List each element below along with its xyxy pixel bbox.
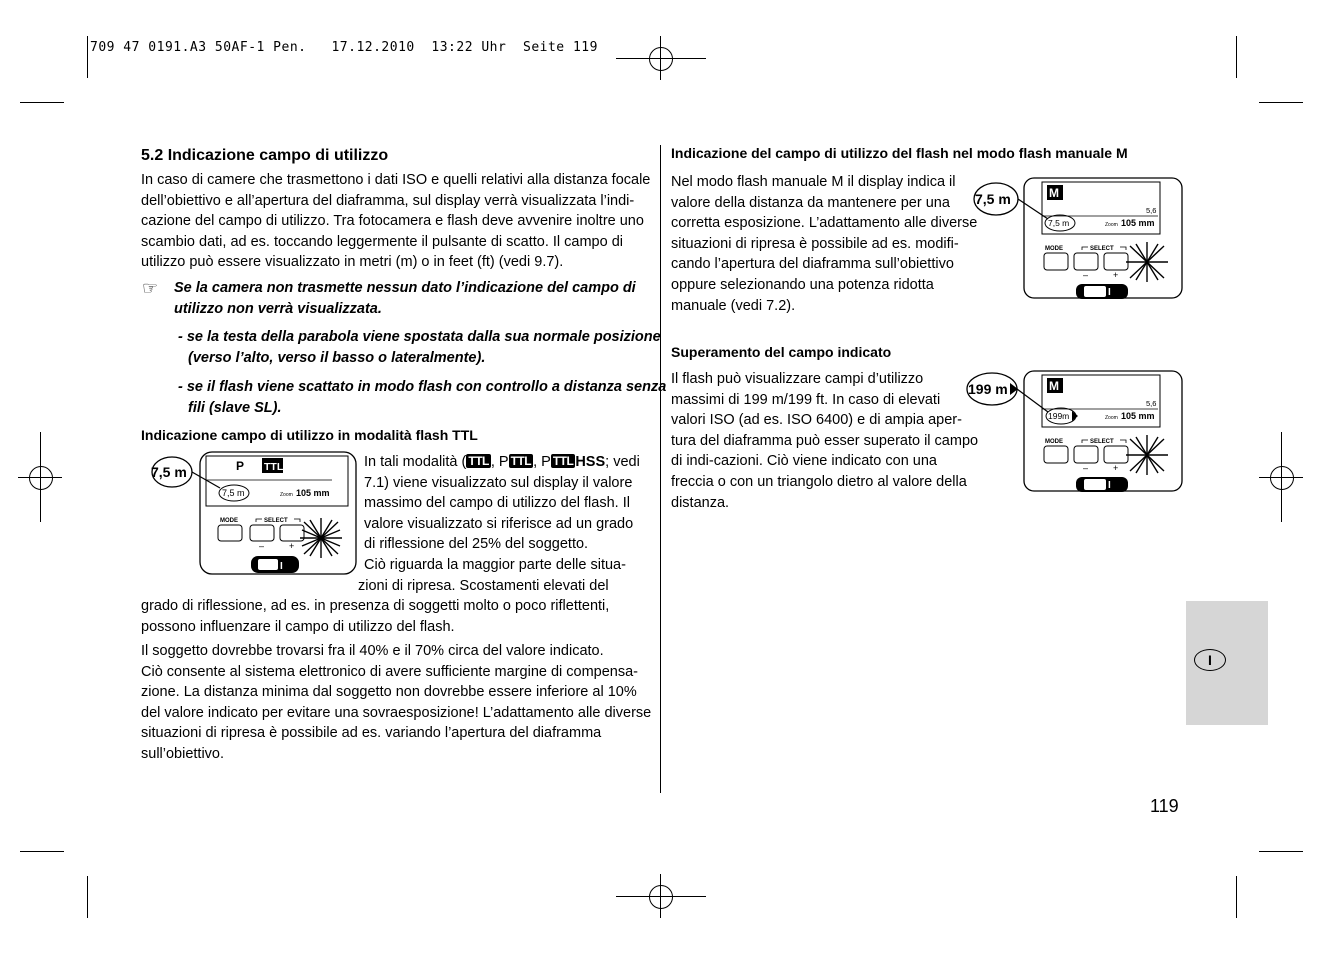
page-number: 119 — [1150, 796, 1179, 816]
crop-mark — [1236, 36, 1237, 78]
note-text: Se la camera non trasmette nessun dato l’indicazione del campo di utilizzo non verrà visualizzata. — [174, 280, 636, 317]
zoom-label: Zoom — [1105, 222, 1118, 228]
print-slug: 709 47 0191.A3 50AF-1 Pen. 17.12.2010 13:22 Uhr Seite 119 — [90, 40, 598, 55]
ttl-badge: TTL — [468, 454, 489, 468]
select-label: SELECT — [1090, 439, 1114, 445]
crop-mark — [20, 851, 64, 852]
flash-burst-icon — [300, 518, 342, 558]
svg-text:+: + — [1113, 270, 1119, 280]
manual-paragraph: Nel modo flash manuale M il display indica il valore della distanza da mantenere per una corretta esposizione. L’adattamento alle diverse situazioni di ripresa è possibile ad es. modifi- cando l’apertura del diaframma sull’obiettivo oppure selezionando una potenza ridotta manuale (vedi 7.2). — [671, 174, 978, 314]
ttl-badge: TTL — [510, 454, 532, 468]
mode-button-label: MODE — [1045, 439, 1063, 445]
zoom-value: 105 mm — [296, 488, 330, 498]
zoom-value: 105 mm — [1121, 218, 1155, 228]
svg-text:–: – — [1083, 270, 1089, 280]
crop-mark — [20, 102, 64, 103]
svg-text:I: I — [1108, 480, 1111, 491]
crop-mark — [87, 876, 88, 918]
flash-display-figure-ttl — [138, 450, 360, 578]
mode-button — [1044, 253, 1068, 270]
overrange-paragraph: Il flash può visualizzare campi d’utilizzo massimi di 199 m/199 ft. In caso di elevati valori ISO (ad es. ISO 6400) e di ampia aper- tura del diaframma può esser superato il campo di indi-cazioni. Ciò viene indicato con una freccia o con un triangolo dietro al valore della distanza. — [671, 371, 979, 511]
select-label: SELECT — [1090, 246, 1114, 252]
select-label: SELECT — [264, 518, 288, 524]
distance-paragraph: Il soggetto dovrebbe trovarsi fra il 40% e il 70% circa del valore indicato. Ciò consente al sistema elettronico di avere sufficiente margine di compensa- zione. La distanza minima dal soggetto non dovrebbe essere inferiore al 10% del valore indicato per evitare una sovraesposizione! L’adattamento alle diverse situazioni di ripresa è possibile ad es. variando l’apertura del diaframma sull’obiettivo. — [141, 643, 652, 762]
minus-button — [1074, 253, 1098, 270]
zoom-value: 105 mm — [1121, 411, 1155, 421]
registration-mark — [1259, 432, 1303, 522]
plus-button — [1104, 446, 1128, 463]
mode-label: P — [236, 459, 245, 473]
note-bullet: - se la testa della parabola viene spostata dalla sua normale posizione (verso l’alto, verso il basso o lateralmente). — [178, 329, 661, 366]
reflection-paragraph: grado di riflessione, ad es. in presenza di soggetti molto o poco riflettenti, possono influenzare il campo di utilizzo del flash. — [141, 598, 610, 635]
flash-display-figure-manual — [962, 174, 1186, 302]
subheading-ttl: Indicazione campo di utilizzo in modalità flash TTL — [141, 427, 478, 443]
section-heading-manual: Indicazione del campo di utilizzo del flash nel modo flash manuale M — [671, 145, 1128, 161]
column-divider — [660, 145, 661, 793]
mode-label: M — [1049, 379, 1059, 393]
mode-button — [1044, 446, 1068, 463]
overrange-callout: 199 m — [968, 381, 1008, 397]
ttl-badge: TTL — [552, 454, 574, 468]
svg-text:+: + — [1113, 463, 1119, 473]
distance-readout: 7,5 m — [1048, 218, 1070, 228]
distance-readout: 199m — [1048, 411, 1070, 421]
distance-callout: 7,5 m — [151, 464, 187, 480]
distance-readout: 7,5 m — [222, 488, 245, 498]
zoom-label: Zoom — [1105, 415, 1118, 421]
crop-mark — [1236, 876, 1237, 918]
language-tab-label: I — [1194, 649, 1226, 671]
registration-mark — [616, 874, 706, 918]
plus-button — [1104, 253, 1128, 270]
distance-callout: 7,5 m — [975, 191, 1011, 207]
flash-burst-icon — [1126, 435, 1168, 475]
svg-text:–: – — [259, 541, 265, 551]
svg-text:I: I — [1108, 287, 1111, 298]
mode-button-label: MODE — [1045, 246, 1063, 252]
intro-paragraph: In caso di camere che trasmettono i dati ISO e quelli relativi alla distanza focale dell’obiettivo e all’apertura del diaframma, sul display verrà visualizzata l’indi- cazione del campo di utilizzo. Tra fotocamera e flash deve avvenire inoltre uno scambio dati, ad es. toccando leggermente il pulsante di scatto. Il campo di utilizzo può essere visualizzato in metri (m) o in feet (ft) (vedi 9.7). — [141, 172, 651, 271]
ttl-paragraph: In tali modalità ( TTL , P TTL , P TTL HSS; vedi 7.1) viene visualizzato sul display il valore massimo del campo di utilizzo del flash. Il valore visualizzato si riferisce ad un grado di riflessione del 25% del soggetto. Ciò riguarda la maggior parte delle situa- zioni di ripresa. Scostamenti elevati del — [358, 454, 640, 594]
registration-mark — [616, 36, 706, 80]
minus-button — [250, 525, 274, 541]
crop-mark — [87, 36, 88, 78]
mode-button — [218, 525, 242, 541]
svg-text:I: I — [280, 561, 283, 572]
registration-mark — [18, 432, 62, 522]
zoom-label: Zoom — [280, 492, 293, 498]
mode-button-label: MODE — [220, 518, 238, 524]
section-heading: 5.2 Indicazione campo di utilizzo — [141, 147, 389, 164]
crop-mark — [1259, 851, 1303, 852]
svg-text:+: + — [289, 541, 295, 551]
crop-mark — [1259, 102, 1303, 103]
note-bullet: - se il flash viene scattato in modo flash con controllo a distanza senza fili (slave SL). — [178, 379, 667, 416]
section-heading-overrange: Superamento del campo indicato — [671, 344, 892, 360]
svg-text:–: – — [1083, 463, 1089, 473]
flash-burst-icon — [1126, 242, 1168, 282]
aperture-readout: 5,6 — [1146, 399, 1157, 408]
note-hand-icon: ☞ — [142, 278, 159, 298]
flash-display-figure-overrange — [962, 367, 1186, 495]
ttl-badge: TTL — [264, 461, 284, 473]
minus-button — [1074, 446, 1098, 463]
aperture-readout: 5,6 — [1146, 206, 1157, 215]
mode-label: M — [1049, 186, 1059, 200]
